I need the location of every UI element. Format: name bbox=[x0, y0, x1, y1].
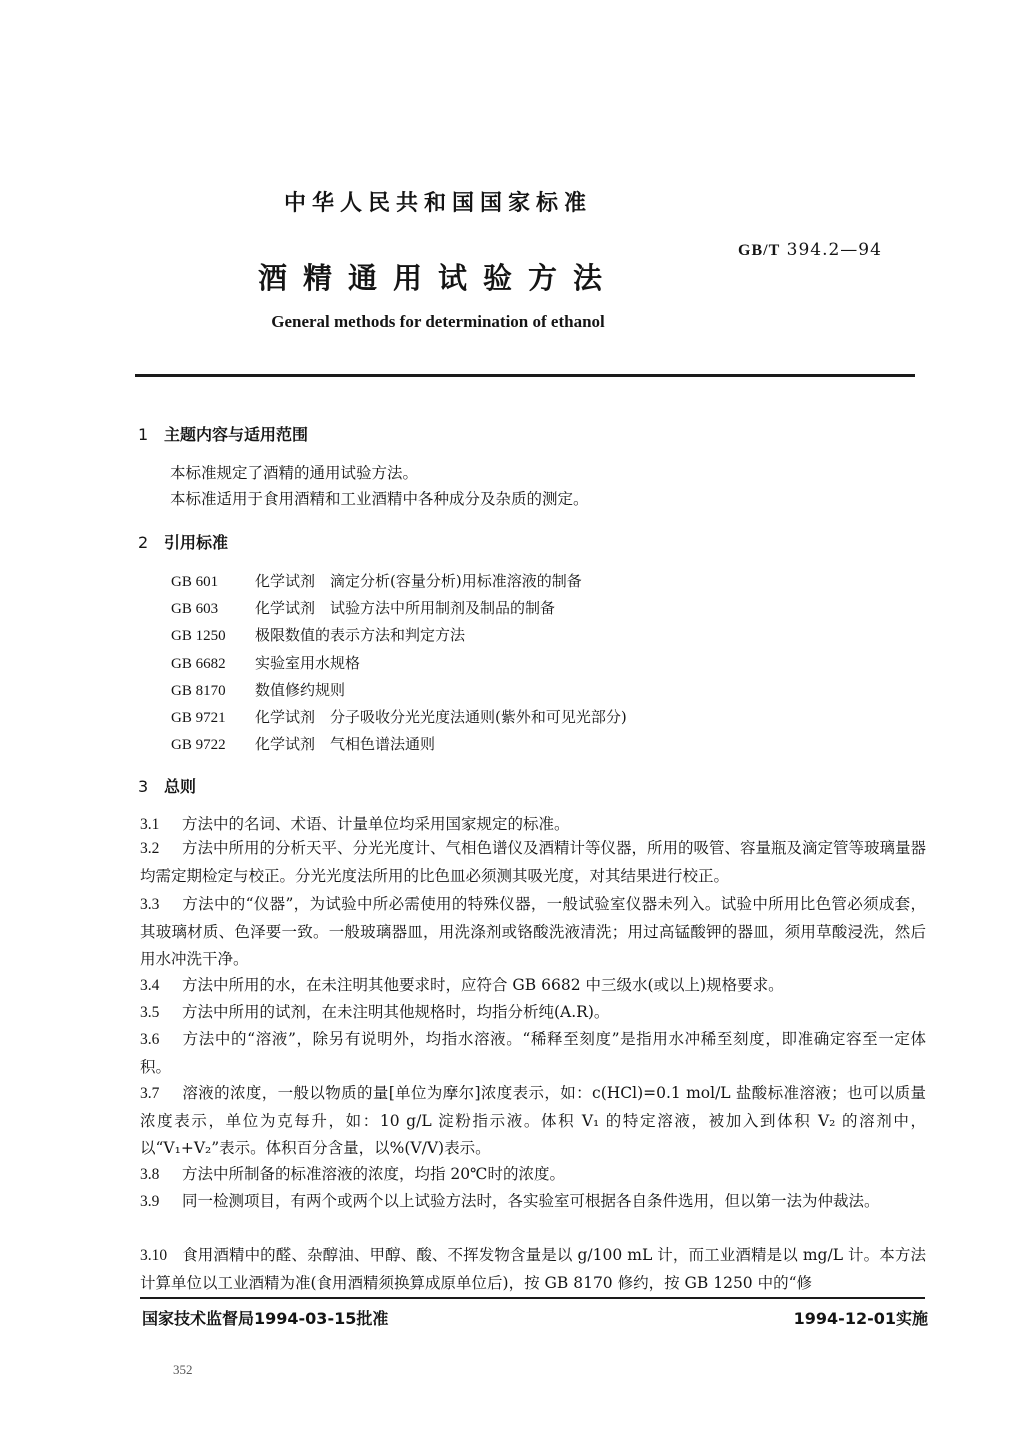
document-title-en: General methods for determination of ethanol bbox=[271, 312, 605, 331]
clause-number: 3.3 bbox=[140, 896, 160, 913]
section-1-line-2: 本标准适用于食用酒精和工业酒精中各种成分及杂质的测定。 bbox=[170, 490, 589, 508]
clause-3-6 bbox=[140, 1026, 926, 1081]
clause-number: 3.9 bbox=[140, 1193, 160, 1210]
section-title: 主题内容与适用范围 bbox=[164, 425, 309, 444]
clause-3-2 bbox=[140, 835, 926, 890]
reference-row bbox=[171, 679, 345, 700]
clause-text: 方法中所用的试剂，在未注明其他规格时，均指分析纯(A.R)。 bbox=[182, 1003, 610, 1021]
clause-number: 3.8 bbox=[140, 1166, 160, 1183]
clause-3-7 bbox=[140, 1080, 926, 1163]
reference-title: 化学试剂 滴定分析(容量分析)用标准溶液的制备 bbox=[255, 572, 582, 590]
section-number: 3 bbox=[138, 777, 149, 796]
clause-text: 方法中所制备的标准溶液的浓度，均指 20℃时的浓度。 bbox=[182, 1165, 565, 1183]
reference-title: 数值修约规则 bbox=[255, 681, 346, 699]
clause-text: 方法中的“溶液”，除另有说明外，均指水溶液。“稀释至刻度”是指用水冲稀至刻度，即准确定容至一定体积。 bbox=[140, 1030, 926, 1076]
clause-3-9 bbox=[140, 1188, 926, 1216]
header-divider bbox=[135, 374, 915, 377]
section-title: 总则 bbox=[164, 777, 197, 796]
footer-divider bbox=[140, 1297, 925, 1299]
document-title-cn: 酒精通用试验方法 bbox=[257, 261, 618, 295]
clause-3-10 bbox=[140, 1242, 926, 1297]
clause-3-8 bbox=[140, 1161, 926, 1189]
reference-row bbox=[171, 733, 435, 754]
clause-3-4 bbox=[140, 972, 926, 1000]
clause-number: 3.2 bbox=[140, 840, 160, 857]
section-1-heading bbox=[138, 422, 308, 445]
clause-number: 3.5 bbox=[140, 1004, 160, 1021]
approval-statement: 国家技术监督局1994-03-15批准 bbox=[142, 1309, 389, 1328]
reference-code: GB 1250 bbox=[171, 628, 226, 644]
reference-code: GB 603 bbox=[171, 601, 219, 617]
reference-title: 化学试剂 气相色谱法通则 bbox=[255, 735, 436, 753]
clause-number: 3.4 bbox=[140, 977, 160, 994]
reference-code: GB 9721 bbox=[171, 710, 226, 726]
reference-row bbox=[171, 624, 465, 645]
clause-3-5 bbox=[140, 999, 926, 1027]
section-title: 引用标准 bbox=[164, 533, 229, 552]
reference-title: 化学试剂 分子吸收分光光度法通则(紫外和可见光部分) bbox=[255, 708, 627, 726]
reference-row bbox=[171, 570, 582, 591]
section-3-heading bbox=[138, 774, 196, 797]
reference-title: 化学试剂 试验方法中所用制剂及制品的制备 bbox=[255, 599, 556, 617]
standard-code-number: 394.2—94 bbox=[786, 240, 882, 260]
reference-title: 实验室用水规格 bbox=[255, 654, 361, 672]
section-number: 2 bbox=[138, 533, 149, 552]
clause-text: 同一检测项目，有两个或两个以上试验方法时，各实验室可根据各自条件选用，但以第一法为仲裁法。 bbox=[182, 1192, 880, 1210]
reference-row bbox=[171, 706, 627, 727]
section-2-heading bbox=[138, 530, 228, 553]
clause-number: 3.1 bbox=[140, 816, 160, 833]
clause-text: 溶液的浓度，一般以物质的量[单位为摩尔]浓度表示，如：c(HCl)=0.1 mol/L 盐酸标准溶液；也可以质量浓度表示，单位为克每升，如：10 g/L 淀粉指示液。体积 V₁ 的特定溶液，被加入到体积 V₂ 的溶剂中，以“V₁+V₂”表示。体积百分含量，以%(V/V)表示。 bbox=[140, 1084, 926, 1157]
reference-code: GB 9722 bbox=[171, 737, 226, 753]
section-1-line-1: 本标准规定了酒精的通用试验方法。 bbox=[170, 464, 419, 482]
reference-code: GB 601 bbox=[171, 574, 219, 590]
reference-row bbox=[171, 652, 360, 673]
clause-number: 3.10 bbox=[140, 1247, 168, 1264]
clause-number: 3.6 bbox=[140, 1031, 160, 1048]
clause-3-3 bbox=[140, 891, 926, 974]
clause-text: 方法中的“仪器”，为试验中所必需使用的特殊仪器，一般试验室仪器未列入。试验中所用比色管必须成套，其玻璃材质、色泽要一致。一般玻璃器皿，用洗涤剂或铬酸洗液清洗；用过高锰酸钾的器皿，须用草酸浸洗，然后用水冲洗干净。 bbox=[140, 895, 926, 968]
page-number: 352 bbox=[173, 1362, 193, 1377]
clause-number: 3.7 bbox=[140, 1085, 160, 1102]
clause-text: 方法中所用的分析天平、分光光度计、气相色谱仪及酒精计等仪器，所用的吸管、容量瓶及滴定管等玻璃量器均需定期检定与校正。分光光度法所用的比色皿必须测其吸光度，对其结果进行校正。 bbox=[140, 839, 927, 885]
reference-row bbox=[171, 597, 555, 618]
standard-code-prefix: GB/T bbox=[738, 242, 781, 259]
clause-text: 方法中的名词、术语、计量单位均采用国家规定的标准。 bbox=[182, 815, 570, 833]
implementation-date: 1994-12-01实施 bbox=[793, 1309, 928, 1328]
national-standard-heading: 中华人民共和国国家标准 bbox=[283, 191, 592, 216]
section-number: 1 bbox=[138, 425, 149, 444]
reference-title: 极限数值的表示方法和判定方法 bbox=[255, 626, 466, 644]
reference-code: GB 8170 bbox=[171, 683, 226, 699]
reference-code: GB 6682 bbox=[171, 656, 226, 672]
clause-text: 方法中所用的水，在未注明其他要求时，应符合 GB 6682 中三级水(或以上)规格要求。 bbox=[182, 976, 784, 994]
clause-text: 食用酒精中的醛、杂醇油、甲醇、酸、不挥发物含量是以 g/100 mL 计，而工业酒精是以 mg/L 计。本方法计算单位以工业酒精为准(食用酒精须换算成原单位后)，按 GB 8170 修约，按 GB 1250 中的“修 bbox=[140, 1246, 926, 1292]
